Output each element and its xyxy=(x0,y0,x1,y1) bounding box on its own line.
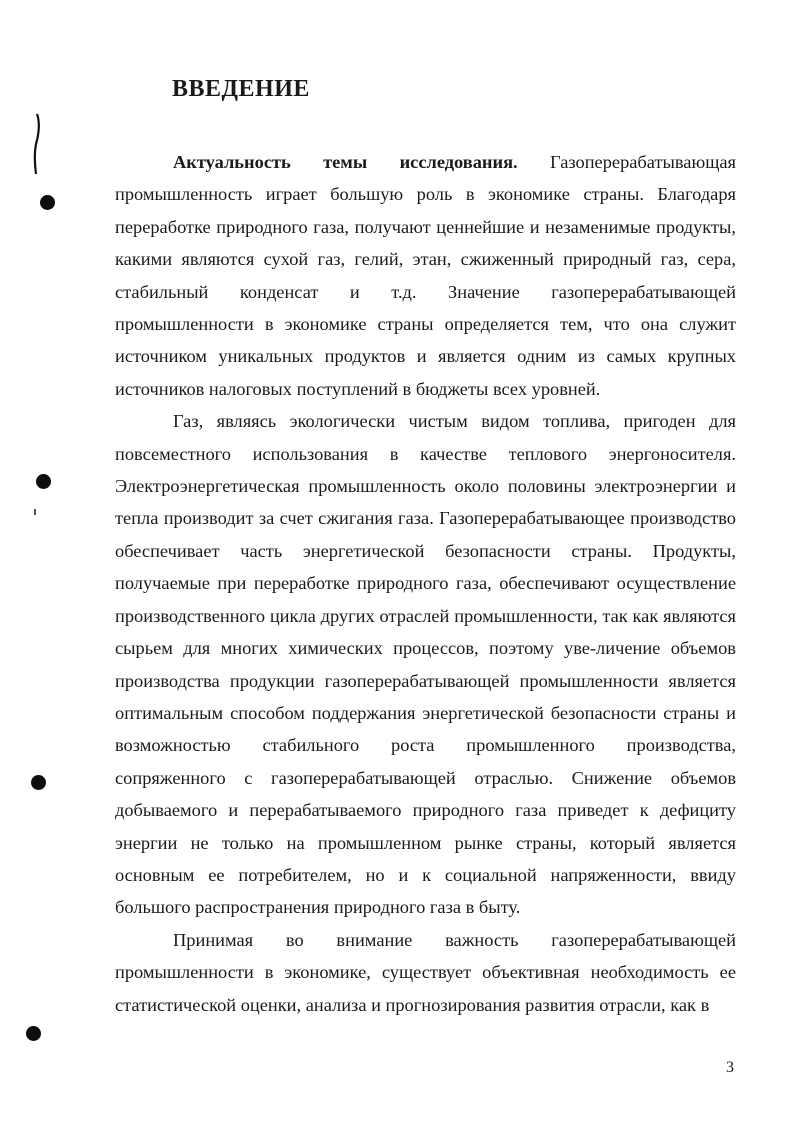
body-text xyxy=(115,146,736,1021)
paragraph-3: Принимая во внимание важность газоперерабатывающей промышленности в экономике, существует объективная необходимость ее статистической оценки, анализа и прогнозирования развития отрасли, как в xyxy=(115,929,736,1015)
binder-hole-3 xyxy=(31,775,46,790)
page-title: ВВЕДЕНИЕ xyxy=(172,76,310,102)
page-number: 3 xyxy=(726,1059,734,1076)
margin-speck xyxy=(34,509,36,515)
paragraph-2: Газ, являясь экологически чистым видом топлива, пригоден для повсеместного использования в качестве теплового энергоносителя. Электроэнергетическая промышленность около половины электроэнергии и тепла производит за счет сжигания газа. Газоперерабатывающее производство обеспечивает часть энергетической безопасности страны. Продукты, получаемые при переработке природного газа, обеспечивают осуществление производственного цикла других отраслей промышленности, так как являются сырьем для многих химических процессов, поэтому уве-личение объемов производства продукции газоперерабатывающей промышленности является оптимальным способом поддержания энергетической безопасности страны и возможностью стабильного роста промышленного производства, сопряженного с газоперерабатывающей отраслью. Снижение объемов добываемого и перерабатываемого природного газа приведет к дефициту энергии не только на промышленном рынке страны, который является основным ее потребителем, но и к социальной напряженности, ввиду большого распространения природного газа в быту. xyxy=(115,411,736,918)
paragraph-lead: Актуальность темы исследования. xyxy=(173,152,518,172)
paragraph-1 xyxy=(115,146,736,405)
binder-hole-1 xyxy=(40,195,55,210)
binder-hole-2 xyxy=(36,474,51,489)
paragraph-1-text: Газоперерабатывающая промышленность играет большую роль в экономике страны. Благодаря переработке природного газа, получают ценнейшие и незаменимые продукты, какими являются сухой газ, гелий, этан, сжиженный природный газ, сера, стабильный конденсат и т.д. Значение газоперерабатывающей промышленности в экономике страны определяется тем, что она служит источником уникальных продуктов и является одним из самых крупных источников налоговых поступлений в бюджеты всех уровней. xyxy=(115,152,736,399)
binder-hole-4 xyxy=(26,1026,41,1041)
margin-pen-mark xyxy=(30,112,44,176)
